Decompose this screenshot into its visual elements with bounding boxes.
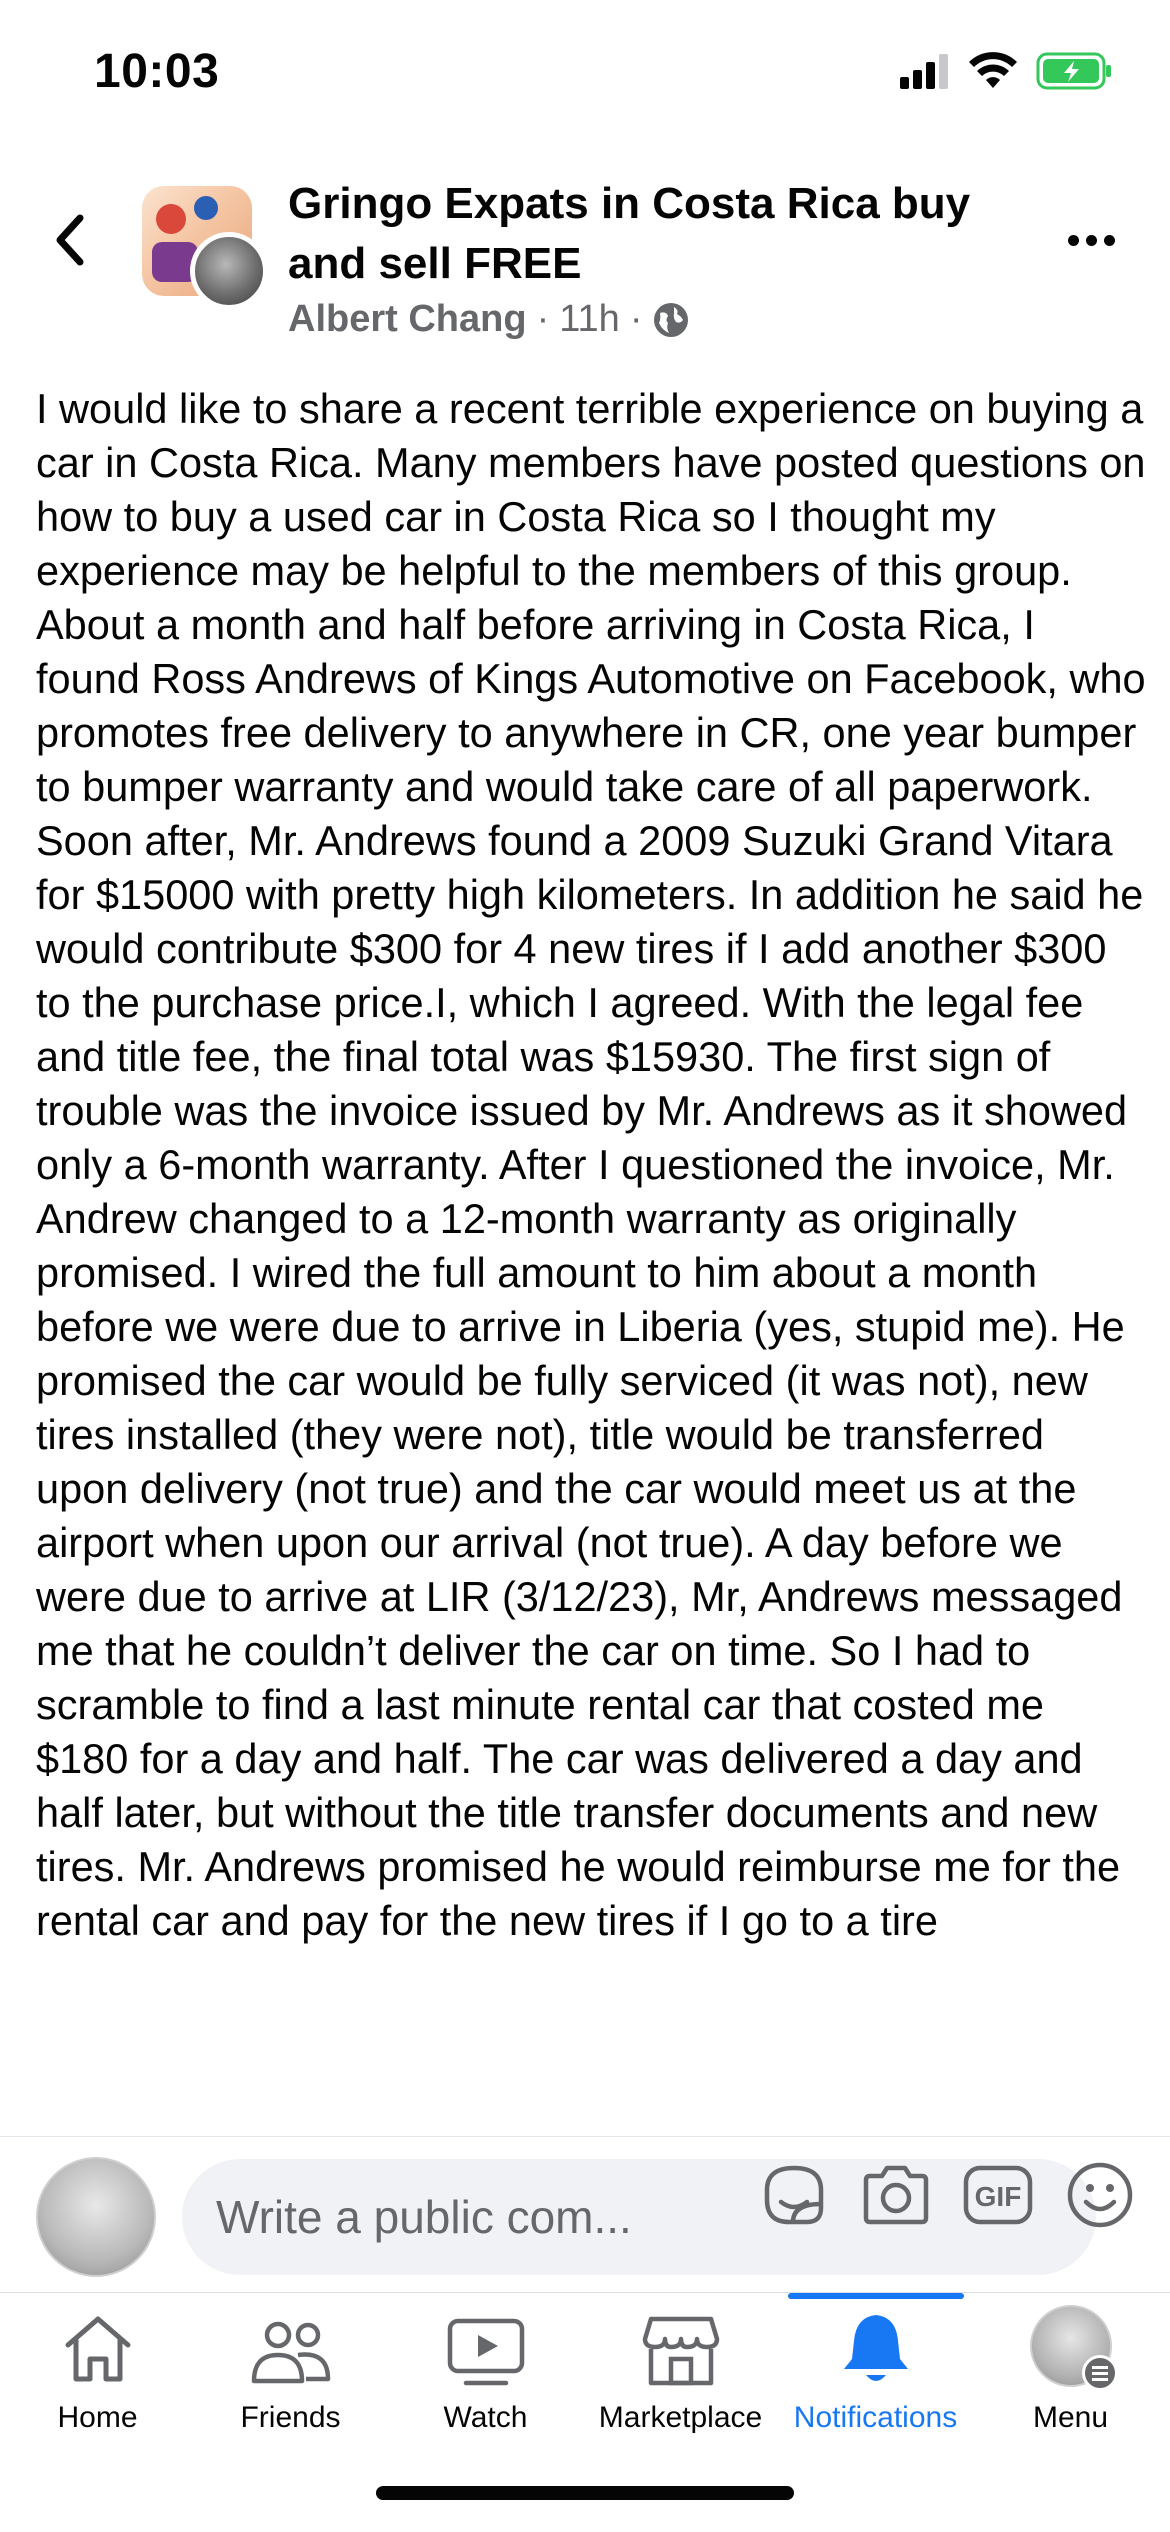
dot (1068, 235, 1079, 246)
tab-label: Home (57, 2401, 138, 2434)
status-bar (0, 0, 1170, 150)
status-icons (900, 52, 1114, 90)
dot (1104, 235, 1115, 246)
post-text: I would like to share a recent terrible experience on buying a car in Costa Rica. Many members have posted questions on how to buy a used car in Costa Rica so I thought my experience may be helpful to the members of this group. About a month and half before arriving in Costa Rica, I found Ross Andrews of Kings Automotive on Facebook, who promotes free delivery to anywhere in CR, one year bumper to bumper warranty and would take care of all paperwork. Soon after, Mr. Andrews found a 2009 Suzuki Grand Vitara for $15000 with pretty high kilometers. In addition he said he would contribute $300 for 4 new tires if I add another $300 to the purchase price.I, which I agreed. With the legal fee and title fee, the final total was $15930. The first sign of trouble was the invoice issued by Mr. Andrews as it showed only a 6-month warranty. After I questioned the invoice, Mr. Andrew changed to a 12-month warranty as originally promised. I wired the full amount to him about a month before we were due to arrive in Liberia (yes, stupid me). He promised the car would be fully serviced (it was not), new tires installed (they were not), title would be transferred upon delivery (not true) and the car would meet us at the airport when upon our arrival (not true). A day before we were due to arrive at LIR (3/12/23), Mr, Andrews messaged me that he couldn’t deliver the car on time. So I had to scramble to find a last minute rental car that costed me $180 for a day and half. The car was delivered a day and half later, but without the title transfer documents and new tires. Mr. Andrews promised he would reimburse me for the rental car and pay for the new tires if I go to a tire (36, 385, 1146, 1944)
post-time[interactable]: 11h (559, 298, 620, 340)
meta-separator: · (536, 298, 550, 340)
tab-friends[interactable] (193, 2293, 388, 2443)
user-avatar[interactable] (36, 2157, 156, 2277)
tab-watch[interactable] (388, 2293, 583, 2443)
tab-marketplace[interactable] (583, 2293, 778, 2443)
comment-tools (756, 2155, 1138, 2235)
group-name[interactable]: Gringo Expats in Costa Rica buy and sell FREE (288, 179, 971, 288)
menu-avatar (1030, 2305, 1112, 2387)
gif-icon (962, 2164, 1034, 2226)
emoji-button[interactable] (1062, 2155, 1138, 2235)
menu-icon (1082, 2355, 1118, 2391)
camera-icon (860, 2164, 932, 2226)
tab-label: Watch (443, 2401, 528, 2434)
post-meta (288, 298, 690, 341)
tab-label: Marketplace (598, 2401, 763, 2434)
chevron-left-icon (50, 212, 90, 268)
sticker-icon (759, 2160, 829, 2230)
tab-label: Friends (240, 2401, 341, 2434)
comment-placeholder: Write a public com... (216, 2191, 632, 2243)
post-header (0, 170, 1170, 360)
tab-menu[interactable] (973, 2293, 1168, 2443)
author-avatar[interactable] (190, 232, 268, 310)
tab-label: Notifications (793, 2401, 958, 2434)
dot (1086, 235, 1097, 246)
signal-icon (900, 53, 950, 89)
camera-button[interactable] (858, 2155, 934, 2235)
home-icon (60, 2311, 136, 2387)
globe-icon (652, 301, 690, 339)
status-time: 10:03 (94, 45, 220, 98)
friends-icon (250, 2317, 332, 2387)
comment-composer (0, 2136, 1170, 2292)
watch-icon (446, 2315, 526, 2387)
gif-text: GIF (974, 2181, 1022, 2212)
tab-notifications[interactable] (778, 2293, 973, 2443)
gif-button[interactable] (960, 2155, 1036, 2235)
home-indicator[interactable] (376, 2486, 794, 2500)
tab-label: Menu (1032, 2401, 1109, 2434)
back-button[interactable] (40, 200, 100, 280)
marketplace-icon (641, 2313, 721, 2387)
tab-home[interactable] (0, 2293, 195, 2443)
battery-icon (1036, 52, 1114, 90)
wifi-icon (968, 52, 1018, 90)
meta-separator: · (629, 298, 643, 340)
author-name[interactable]: Albert Chang (288, 298, 527, 340)
emoji-icon (1065, 2160, 1135, 2230)
bell-icon (840, 2311, 912, 2387)
sticker-button[interactable] (756, 2155, 832, 2235)
more-options-button[interactable] (1056, 220, 1126, 260)
